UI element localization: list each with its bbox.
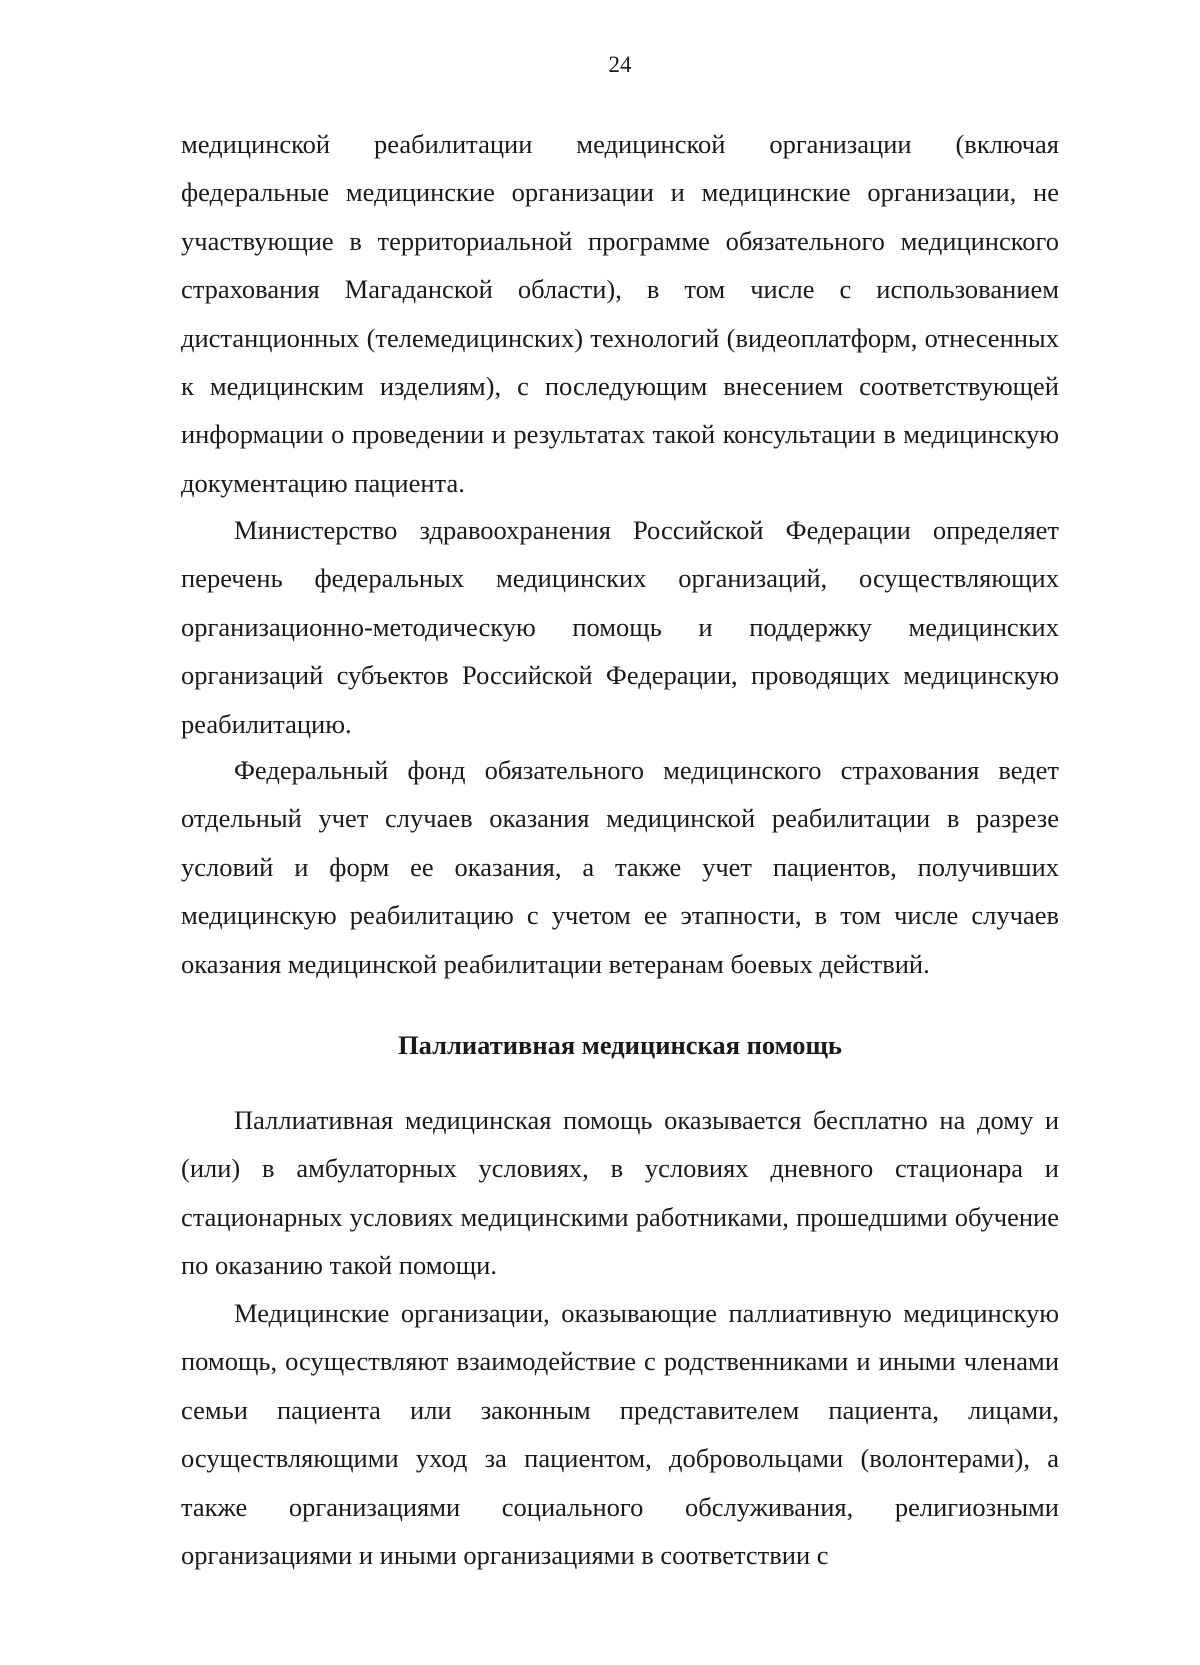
paragraph-ministry (181, 506, 1059, 748)
page-number: 24 (608, 52, 632, 77)
paragraph-continuation (181, 120, 1059, 507)
paragraph-text: Федеральный фонд обязательного медицинского страхования ведет отдельный учет случаев оказания медицинской реабилитации в разрезе условий и форм ее оказания, а также учет пациентов, получивших медицинскую реабилитацию с учетом ее этапности, в том числе случаев оказания медицинской реабилитации ветеранам боевых действий. (181, 755, 1059, 979)
paragraph-medical-organizations (181, 1289, 1059, 1579)
section-heading: Паллиативная медицинская помощь (398, 1030, 842, 1060)
paragraph-text: медицинской реабилитации медицинской организации (включая федеральные медицинские организации и медицинские организации, не участвующие в территориальной программе обязательного медицинского страхования Магаданской области), в том числе с использованием дистанционных (телемедицинских) технологий (видеоплатформ, отнесенных к медицинским изделиям), с последующим внесением соответствующей информации о проведении и результатах такой консультации в медицинскую документацию пациента. (181, 129, 1059, 498)
paragraph-fund (181, 746, 1059, 988)
paragraph-palliative-care (181, 1096, 1059, 1290)
paragraph-text: Медицинские организации, оказывающие паллиативную медицинскую помощь, осуществляют взаимодействие с родственниками и иными членами семьи пациента или законным представителем пациента, лицами, осуществляющими уход за пациентом, добровольцами (волонтерами), а также организациями социального обслуживания, религиозными организациями и иными организациями в соответствии с (181, 1298, 1059, 1571)
paragraph-text: Министерство здравоохранения Российской Федерации определяет перечень федеральных медицинских организаций, осуществляющих организационно-методическую помощь и поддержку медицинских организаций субъектов Российской Федерации, проводящих медицинскую реабилитацию. (181, 515, 1059, 739)
paragraph-text: Паллиативная медицинская помощь оказывается бесплатно на дому и (или) в амбулаторных условиях, в условиях дневного стационара и стационарных условиях медицинскими работниками, прошедшими обучение по оказанию такой помощи. (181, 1105, 1059, 1281)
